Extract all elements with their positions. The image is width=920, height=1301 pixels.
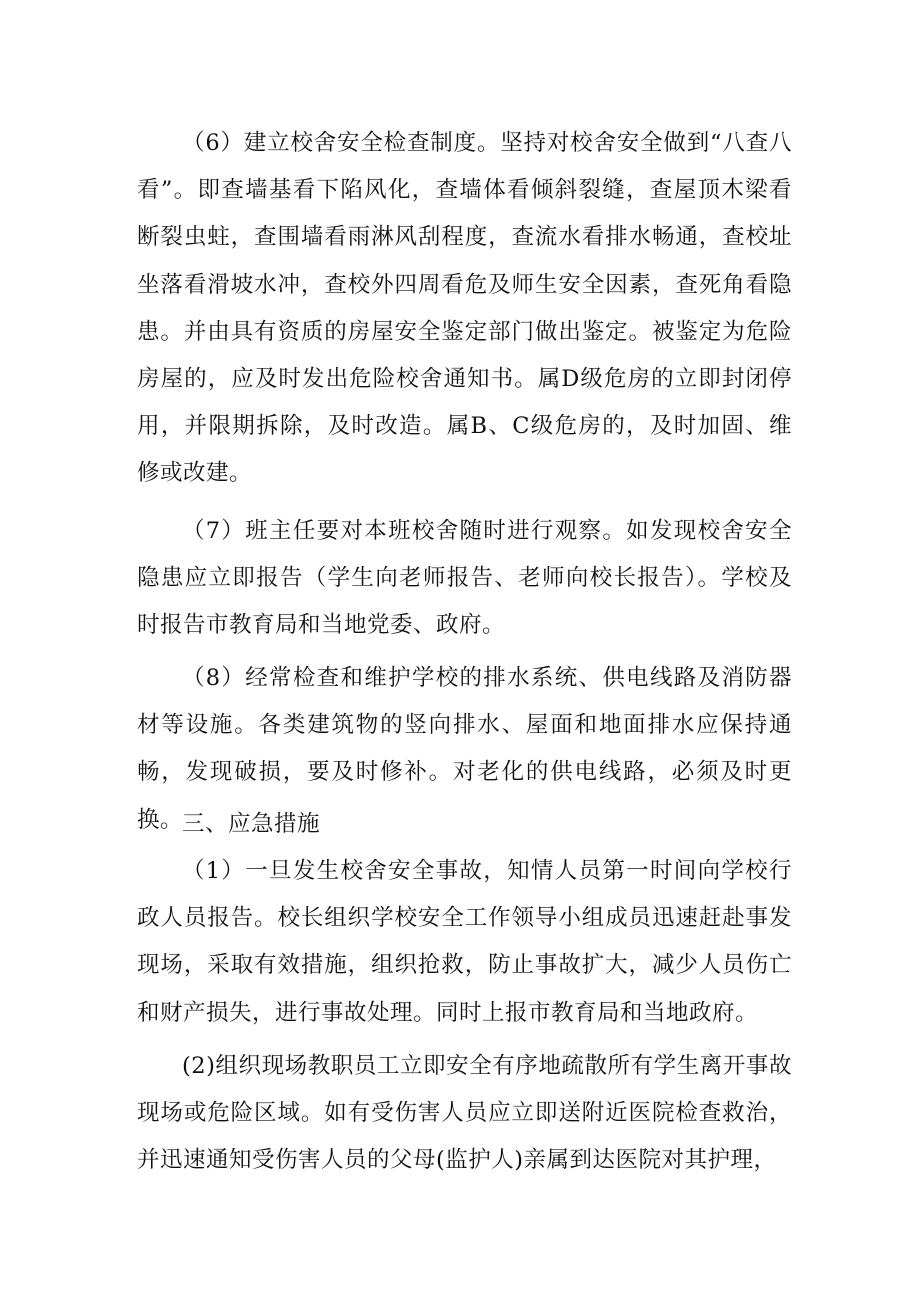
paragraph-maintenance: （8）经常检查和维护学校的排水系统、供电线路及消防器材等设施。各类建筑物的竖向排水、屋面和地面排水应保持通畅，发现破损，要及时修补。对老化的供电线路，必须及时更换。: [137, 665, 792, 833]
paragraph-emergency-report: （1）一旦发生校舍安全事故，知情人员第一时间向学校行政人员报告。校长组织学校安全工作领导小组成员迅速赶赴事发现场，采取有效措施，组织抢救，防止事故扩大，减少人员伤亡和财产损失，进行事故处理。同时上报市教育局和当地政府。: [137, 858, 792, 1026]
paragraph-evacuation: (2)组织现场教职员工立即安全有序地疏散所有学生离开事故现场或危险区域。如有受伤害人员应立即送附近医院检查救治，并迅速通知受伤害人员的父母(监护人)亲属到达医院对其护理，: [137, 1053, 792, 1174]
paragraph-inspection-system: （6）建立校舍安全检查制度。坚持对校舍安全做到“八查八看”。即查墙基看下陷风化，查墙体看倾斜裂缝，查屋顶木梁看断裂虫蛀，查围墙看雨淋风刮程度，查流水看排水畅通，查校址坐落看滑坡水冲，查校外四周看危及师生安全因素，查死角看隐患。并由具有资质的房屋安全鉴定部门做出鉴定。被鉴定为危险房屋的，应及时发出危险校舍通知书。属D级危房的立即封闭停用，并限期拆除，及时改造。属B、C级危房的，及时加固、维修或改建。: [137, 130, 792, 487]
paragraph-class-teacher-observation: （7）班主任要对本班校舍随时进行观察。如发现校舍安全隐患应立即报告（学生向老师报告、老师向校长报告）。学校及时报告市教育局和当地党委、政府。: [137, 518, 792, 639]
section-heading-emergency-measures: 三、应急措施: [182, 811, 321, 837]
